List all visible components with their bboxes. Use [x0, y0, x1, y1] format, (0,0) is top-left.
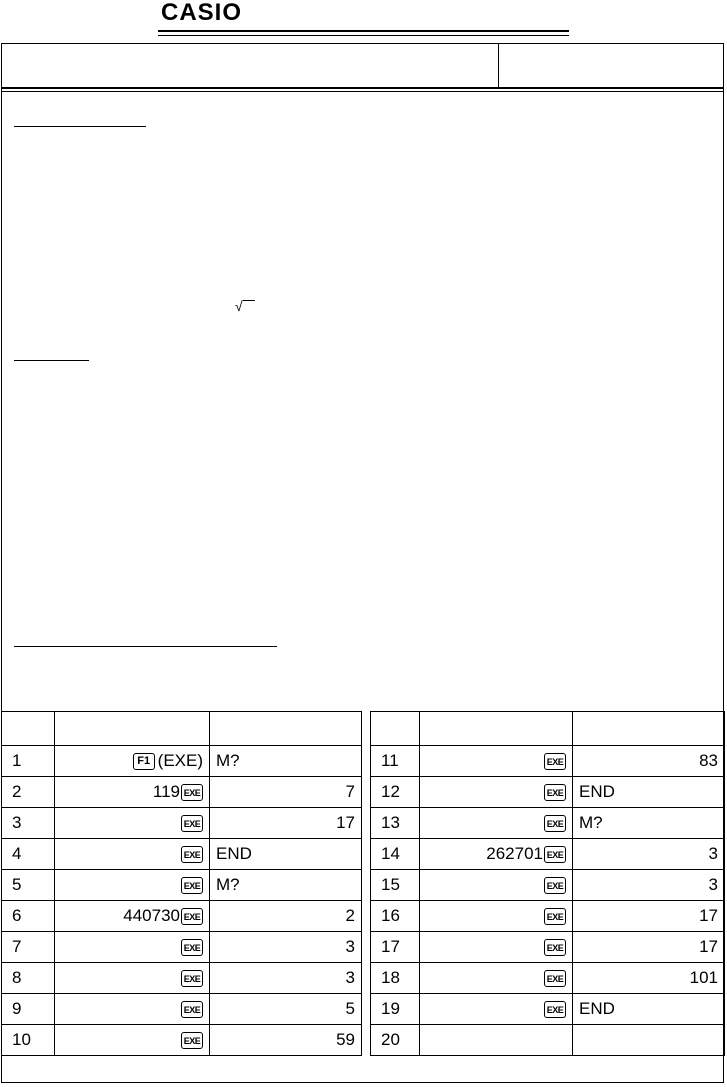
key-operation: [420, 839, 573, 870]
header-row: [1, 43, 724, 89]
key-operation: [55, 839, 210, 870]
key-operation: [55, 777, 210, 808]
key-operation-table: [1, 711, 725, 1056]
step-result: 3: [573, 839, 725, 870]
column-gap: [362, 746, 371, 777]
section-heading-underline-3: [14, 646, 277, 647]
exe-key-icon: EXE: [181, 970, 203, 987]
step-number: 19: [371, 994, 420, 1025]
key-operation: [420, 932, 573, 963]
exe-key-icon: EXE: [544, 939, 566, 956]
f1-key-icon: F1: [133, 753, 155, 770]
key-operation: [55, 932, 210, 963]
step-result: 5: [210, 994, 362, 1025]
step-number: 2: [2, 777, 55, 808]
header-cell: [420, 712, 573, 746]
step-number: 16: [371, 901, 420, 932]
exe-key-icon: EXE: [544, 970, 566, 987]
step-result: M?: [210, 870, 362, 901]
column-gap: [362, 839, 371, 870]
step-result: 101: [573, 963, 725, 994]
column-gap: [362, 901, 371, 932]
exe-key-icon: EXE: [544, 877, 566, 894]
step-number: 11: [371, 746, 420, 777]
key-operation: [420, 901, 573, 932]
table-row: [2, 746, 725, 777]
header-cell: [573, 712, 725, 746]
exe-key-icon: EXE: [181, 784, 203, 801]
step-result: END: [573, 777, 725, 808]
step-result: 17: [573, 901, 725, 932]
column-gap: [362, 932, 371, 963]
table-row: [2, 870, 725, 901]
step-result: 17: [573, 932, 725, 963]
exe-key-icon: EXE: [544, 908, 566, 925]
key-input-value: 119: [152, 782, 180, 801]
key-operation: [420, 870, 573, 901]
step-result: 3: [210, 932, 362, 963]
step-result: 7: [210, 777, 362, 808]
exe-key-icon: EXE: [181, 1001, 203, 1018]
header-divider: [498, 43, 499, 89]
exe-key-icon: EXE: [181, 877, 203, 894]
step-result: M?: [210, 746, 362, 777]
section-heading-underline-2: [14, 360, 89, 361]
step-number: 13: [371, 808, 420, 839]
table-row: [2, 777, 725, 808]
column-gap: [362, 1025, 371, 1056]
step-number: 10: [2, 1025, 55, 1056]
key-operation: [55, 746, 210, 777]
step-number: 4: [2, 839, 55, 870]
column-gap: [362, 963, 371, 994]
step-result: 3: [210, 963, 362, 994]
step-number: 8: [2, 963, 55, 994]
logo-rule-thick: [158, 30, 569, 32]
column-gap: [362, 870, 371, 901]
exe-key-icon: EXE: [544, 846, 566, 863]
step-result: 83: [573, 746, 725, 777]
step-result: END: [573, 994, 725, 1025]
column-gap: [362, 994, 371, 1025]
step-result: [573, 1025, 725, 1056]
exe-key-icon: EXE: [181, 815, 203, 832]
header-cell: [55, 712, 210, 746]
key-operation: [55, 808, 210, 839]
key-operation: [55, 901, 210, 932]
square-root-symbol: √: [235, 298, 255, 314]
logo-rule-thin: [158, 35, 569, 36]
key-operation: [420, 808, 573, 839]
step-number: 1: [2, 746, 55, 777]
section-heading-underline-1: [14, 126, 146, 127]
step-result: 3: [573, 870, 725, 901]
step-number: 14: [371, 839, 420, 870]
table-row: [2, 839, 725, 870]
key-operation: [55, 1025, 210, 1056]
step-result: 2: [210, 901, 362, 932]
step-number: 3: [2, 808, 55, 839]
header-cell: [371, 712, 420, 746]
table-row: [2, 1025, 725, 1056]
table-row: [2, 901, 725, 932]
step-result: END: [210, 839, 362, 870]
exe-key-icon: EXE: [181, 939, 203, 956]
table-row: [2, 932, 725, 963]
key-operation: [55, 870, 210, 901]
table-header-row: [2, 712, 725, 746]
key-operation: [55, 963, 210, 994]
step-number: 20: [371, 1025, 420, 1056]
key-operation: [420, 1025, 573, 1056]
key-operation: [420, 777, 573, 808]
exe-key-icon: EXE: [544, 784, 566, 801]
table-row: [2, 808, 725, 839]
exe-key-icon: EXE: [544, 815, 566, 832]
step-result: 59: [210, 1025, 362, 1056]
column-gap: [362, 808, 371, 839]
table-row: [2, 994, 725, 1025]
step-number: 5: [2, 870, 55, 901]
table-row: [2, 963, 725, 994]
key-operation: [420, 963, 573, 994]
step-number: 17: [371, 932, 420, 963]
exe-key-icon: EXE: [544, 753, 566, 770]
casio-logo: CASIO: [161, 0, 243, 26]
step-result: M?: [573, 808, 725, 839]
step-result: 17: [210, 808, 362, 839]
header-double-rule: [1, 91, 724, 92]
key-label: (EXE): [157, 751, 203, 770]
step-number: 7: [2, 932, 55, 963]
column-gap: [362, 777, 371, 808]
exe-key-icon: EXE: [181, 908, 203, 925]
step-number: 9: [2, 994, 55, 1025]
key-input-value: 440730: [123, 906, 180, 925]
step-number: 12: [371, 777, 420, 808]
column-gap: [362, 712, 371, 746]
exe-key-icon: EXE: [181, 846, 203, 863]
step-number: 6: [2, 901, 55, 932]
header-cell: [210, 712, 362, 746]
header-cell: [2, 712, 55, 746]
exe-key-icon: EXE: [181, 1032, 203, 1049]
key-operation: [420, 994, 573, 1025]
key-operation: [420, 746, 573, 777]
step-number: 18: [371, 963, 420, 994]
step-number: 15: [371, 870, 420, 901]
key-operation: [55, 994, 210, 1025]
exe-key-icon: EXE: [544, 1001, 566, 1018]
key-input-value: 262701: [486, 844, 543, 863]
